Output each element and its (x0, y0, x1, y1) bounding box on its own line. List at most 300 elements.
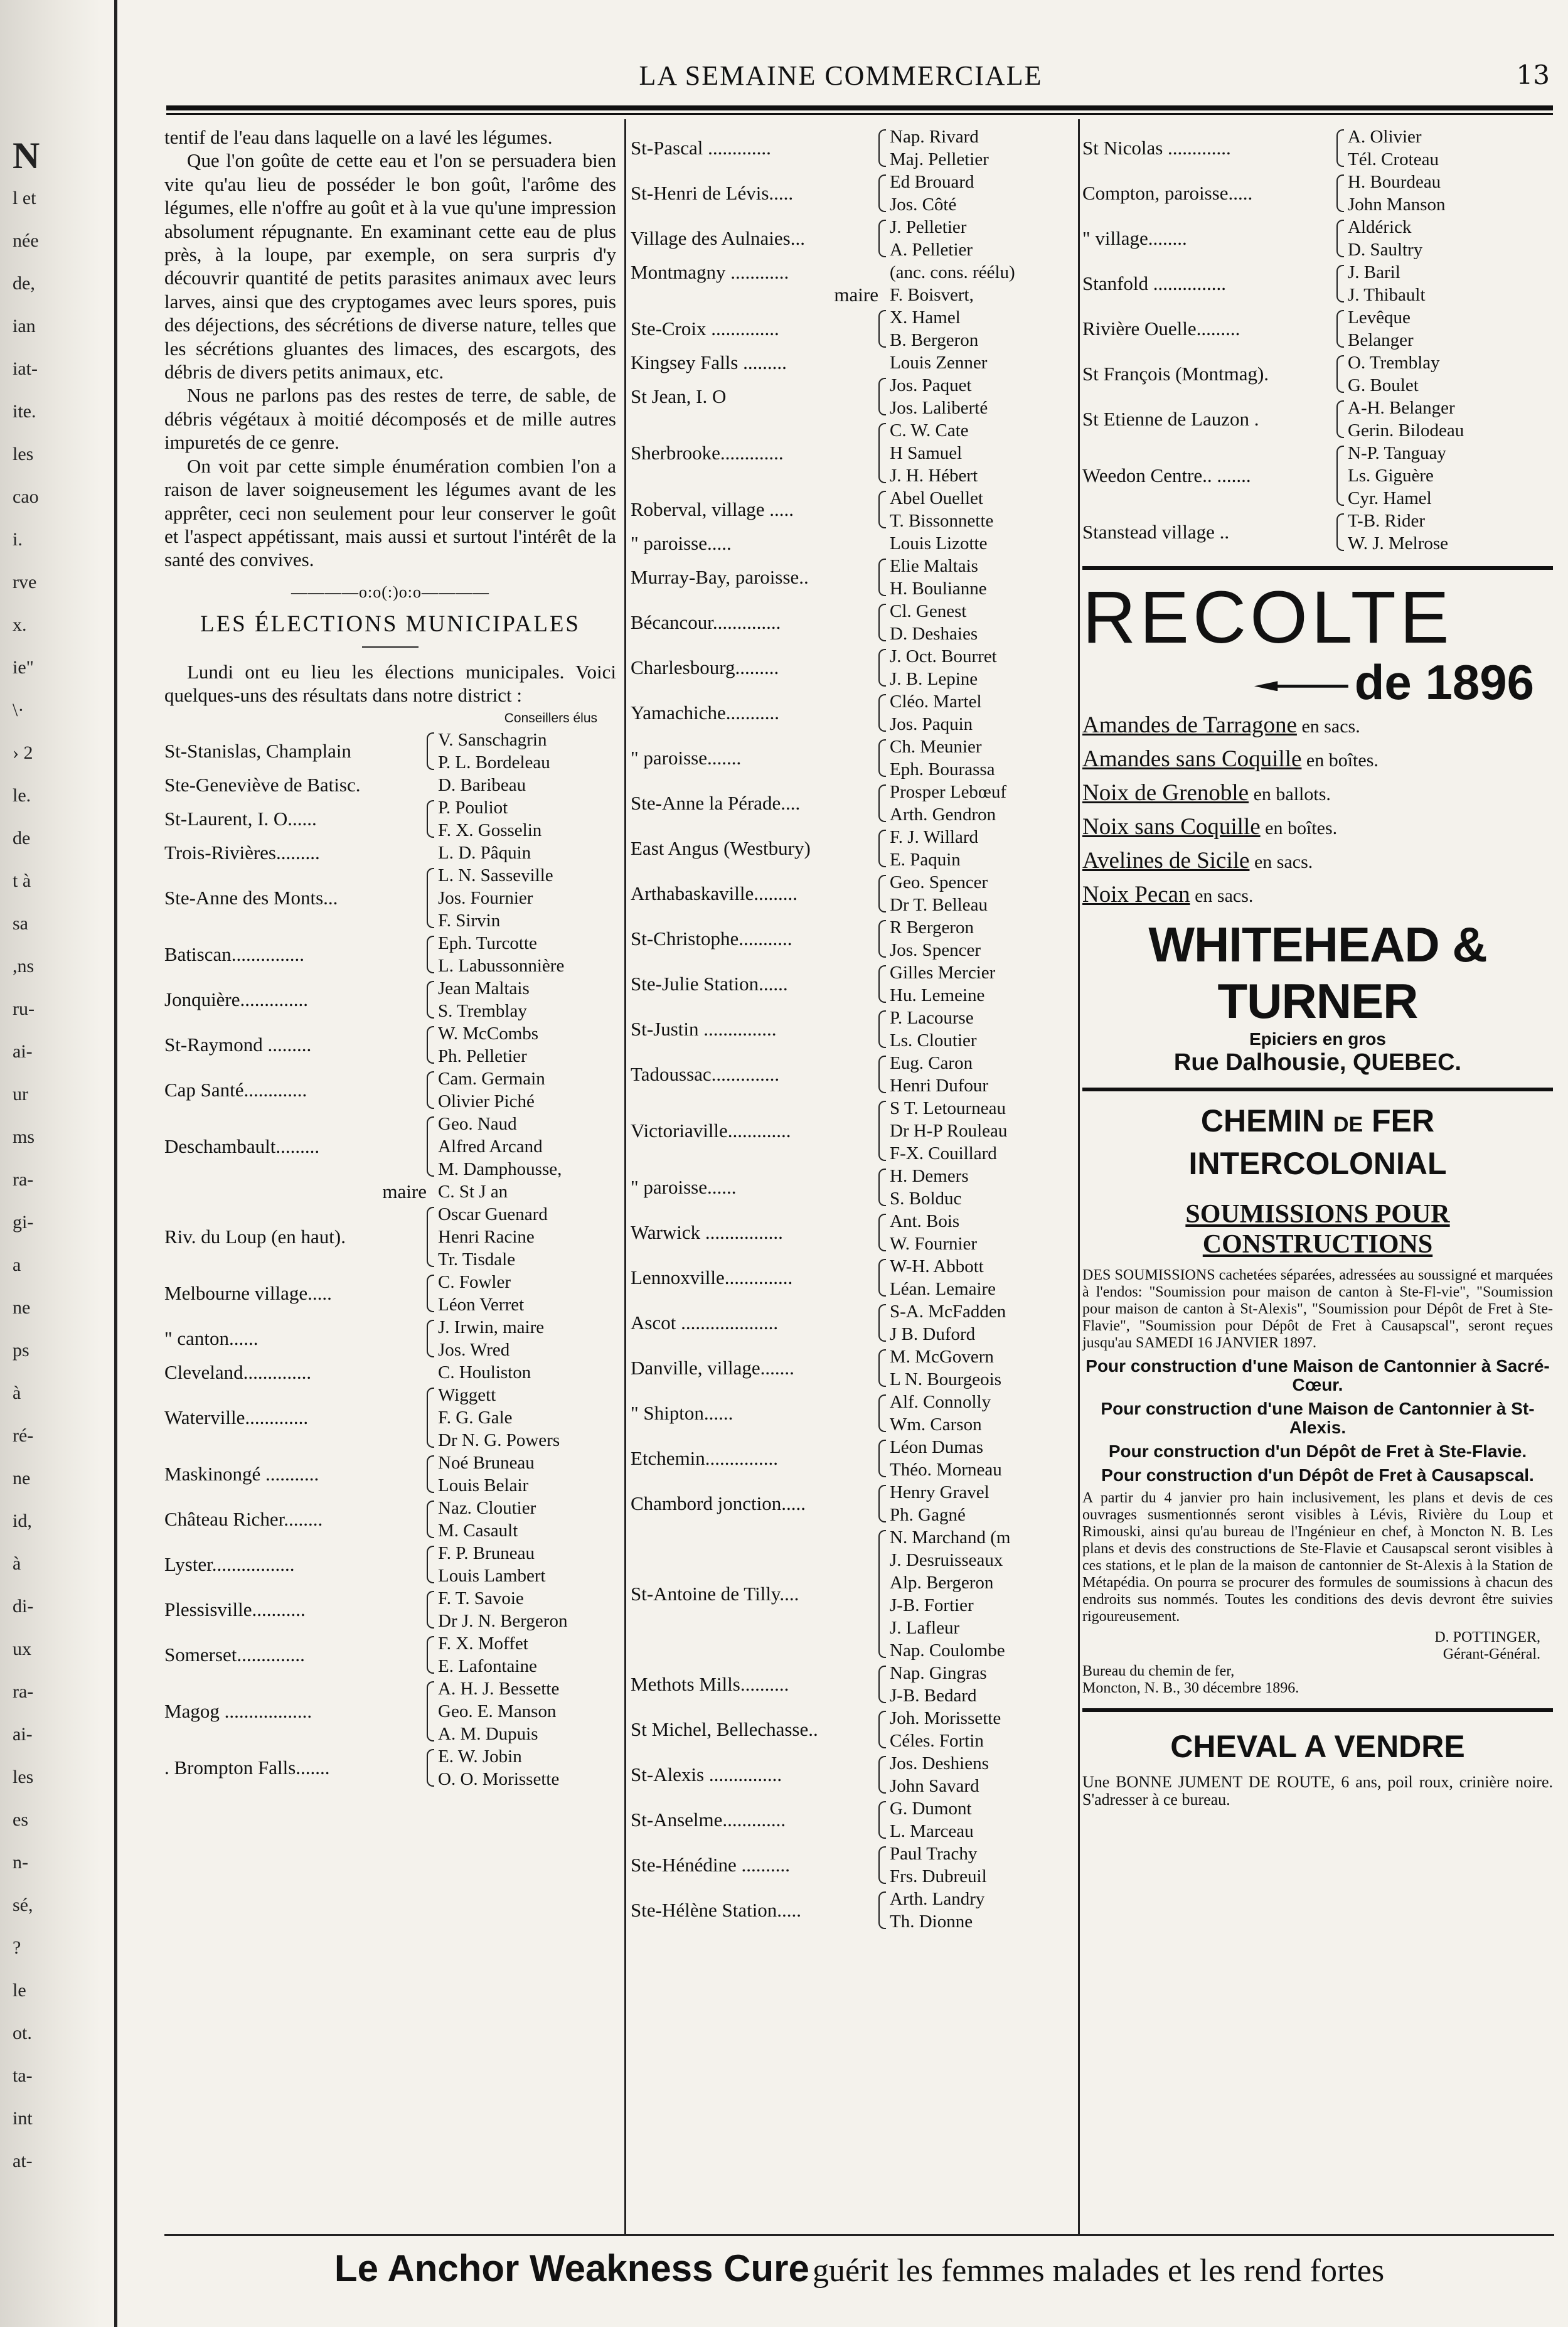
gutter-text-fragment: le (13, 1980, 26, 2001)
councillor-name: Tr. Tisdale (438, 1249, 516, 1270)
elected-names (878, 690, 982, 736)
place-name: Cleveland.............. (164, 1361, 312, 1383)
gutter-text-fragment: ? (13, 1937, 21, 1958)
brace-icon (878, 1756, 886, 1794)
result-row (631, 555, 1082, 600)
councillor-name: Jos. Wred (438, 1339, 510, 1360)
brace-icon (1336, 400, 1344, 438)
place-name: St-Laurent, I. O...... (164, 807, 317, 830)
brace-icon (427, 1501, 434, 1538)
councillor-name: P. Lacourse (890, 1008, 974, 1028)
place-name: Waterville............. (164, 1406, 309, 1428)
councillor-name: Léon Verret (438, 1294, 525, 1315)
brace-icon (878, 1394, 886, 1432)
councillor-name: Oscar Guenard (438, 1204, 548, 1224)
councillor-name: A. Olivier (1348, 127, 1422, 147)
elected-names (427, 864, 553, 932)
councillor-name: Geo. Naud (438, 1113, 517, 1134)
elected-names (1336, 442, 1446, 510)
councillor-name: H Samuel (890, 443, 963, 463)
elected-names (878, 871, 988, 916)
councillor-name: F. G. Gale (438, 1407, 513, 1428)
result-row (631, 351, 1082, 374)
gutter-text-fragment: ite. (13, 401, 36, 422)
elected-names (427, 1113, 562, 1180)
result-row (164, 1067, 616, 1113)
brace-icon (1336, 129, 1344, 167)
councillor-name: G. Boulet (1348, 375, 1419, 395)
councillor-name: W. McCombs (438, 1023, 539, 1044)
result-row (631, 216, 1082, 261)
brace-icon (427, 1636, 434, 1674)
railway-notice: DES SOUMISSIONS cachetées séparées, adressées au soussigné et marquées à l'endos: "Soumission pour maison de canton à Ste-Fl-vie", "Soumission pour maison de canton à St-Alexis", "Soumission pour Dépôt de Fret à Ste-Flavie", "Soumission pour Dépôt de Fret à Causapscal", seront reçues jusqu'au SAMEDI 16 JANVIER 1897. (1082, 1267, 1553, 1351)
result-row (631, 1165, 1082, 1210)
result-row (1082, 216, 1553, 261)
place-name: Murray-Bay, paroisse.. (631, 566, 809, 588)
brace-icon (878, 1530, 886, 1658)
result-row (164, 1452, 616, 1497)
result-row (631, 419, 1082, 487)
councillor-name: L. Marceau (890, 1821, 974, 1841)
place-name: " village........ (1082, 227, 1187, 249)
result-row (631, 871, 1082, 916)
place-name: maire (382, 1180, 427, 1202)
result-row (631, 916, 1082, 961)
signer-name: D. POTTINGER, (1434, 1629, 1540, 1645)
result-row (631, 1888, 1082, 1933)
brace-icon (878, 174, 886, 212)
elected-names (427, 1022, 538, 1067)
product-name: Noix sans Coquille (1082, 814, 1261, 840)
brace-icon (878, 1169, 886, 1206)
place-name: St Nicolas ............. (1082, 137, 1231, 159)
result-row (631, 487, 1082, 532)
result-row (631, 532, 1082, 555)
councillor-name: F. X. Moffet (438, 1633, 528, 1654)
brace-icon (878, 920, 886, 958)
brace-icon (878, 1349, 886, 1387)
brace-icon (1336, 355, 1344, 393)
councillor-name: Henri Racine (438, 1226, 535, 1247)
councillor-name: Ant. Bois (890, 1211, 960, 1231)
footer-ad (164, 2247, 1554, 2290)
gutter-text-fragment: ne (13, 1297, 31, 1318)
result-row (631, 600, 1082, 645)
product-packaging: en boîtes. (1260, 818, 1338, 838)
elected-names (878, 1526, 1010, 1662)
gutter-text-fragment: n- (13, 1852, 28, 1873)
result-row (631, 1345, 1082, 1391)
councillor-name: L N. Bourgeois (890, 1369, 1002, 1389)
result-row (164, 1587, 616, 1632)
brace-icon (878, 220, 886, 257)
place-name: St-Justin ............... (631, 1018, 777, 1040)
councillor-name: S. Tremblay (438, 1000, 527, 1021)
brace-icon (427, 1546, 434, 1583)
result-row (631, 1391, 1082, 1436)
brace-icon (427, 936, 434, 973)
councillor-name: S. Bolduc (890, 1189, 962, 1209)
councillor-name: Cl. Genest (890, 601, 967, 621)
gutter-text-fragment: x. (13, 614, 27, 635)
councillor-name: A. H. J. Bessette (438, 1678, 560, 1699)
councillor-name: Léon Dumas (890, 1437, 983, 1457)
brace-icon (878, 784, 886, 822)
brace-icon (878, 604, 886, 641)
result-row (164, 1542, 616, 1587)
place-name: Riv. du Loup (en haut). (164, 1225, 346, 1248)
elected-names (878, 1210, 977, 1255)
gutter-text-fragment: ps (13, 1340, 29, 1361)
brace-icon (427, 732, 434, 770)
place-name: Charlesbourg......... (631, 656, 779, 678)
councillor-name: J. B. Lepine (890, 669, 978, 689)
councillor-name: Ch. Meunier (890, 737, 982, 757)
place-name: St-Antoine de Tilly.... (631, 1583, 799, 1605)
elected-names (878, 1345, 1001, 1391)
gutter-text-fragment: N (13, 135, 40, 176)
intro-paragraph: Lundi ont eu lieu les élections municipales. Voici quelques-uns des résultats dans notre district : (164, 660, 616, 707)
councillor-name: Abel Ouellet (890, 488, 983, 508)
column-3 (1082, 126, 1553, 1809)
councillor-name: E. Lafontaine (438, 1656, 537, 1676)
councillor-name: Louis Zenner (890, 353, 988, 373)
elected-names (1336, 397, 1464, 442)
result-row (631, 1707, 1082, 1752)
councillor-name: Henri Dufour (890, 1076, 989, 1096)
result-row (1082, 442, 1553, 510)
councillor-name: J-B. Bedard (890, 1686, 977, 1706)
elected-names (878, 284, 974, 306)
place-name: Ste-Julie Station...... (631, 973, 788, 995)
brace-icon (427, 1455, 434, 1493)
result-row (631, 1007, 1082, 1052)
councillor-name: Jos. Paquet (890, 375, 972, 395)
councillor-name: John Manson (1348, 195, 1446, 215)
brace-icon (427, 1026, 434, 1064)
councillor-name: J-B. Fortier (890, 1595, 974, 1615)
elected-names (878, 1481, 989, 1526)
result-row (631, 645, 1082, 690)
councillor-name: Elie Maltais (890, 556, 978, 576)
elected-names (427, 1316, 544, 1361)
councillor-name: Wm. Carson (890, 1415, 982, 1435)
councillor-name: Noé Bruneau (438, 1452, 535, 1473)
brace-icon (878, 1891, 886, 1929)
councillor-name: F. Sirvin (438, 910, 501, 931)
elected-names (878, 1007, 977, 1052)
brace-icon (1336, 265, 1344, 302)
gutter-text-fragment: le. (13, 785, 31, 806)
result-row (631, 306, 1082, 351)
place-name: Batiscan............... (164, 943, 304, 965)
place-name: St François (Montmag). (1082, 363, 1269, 385)
councillor-name: C. Fowler (438, 1271, 511, 1292)
railway-item: Pour construction d'une Maison de Cantonnier à St-Alexis. (1101, 1399, 1535, 1437)
elected-names (878, 1888, 984, 1933)
elected-names (878, 1300, 1006, 1345)
gutter-text-fragment: ur (13, 1084, 28, 1105)
place-name: Compton, paroisse..... (1082, 182, 1253, 204)
councillor-name: J. Oct. Bourret (890, 646, 997, 666)
brace-icon (1336, 220, 1344, 257)
elected-names (878, 555, 987, 600)
councillor-name: A. Pelletier (890, 240, 973, 260)
gutter-text-fragment: rve (13, 572, 37, 592)
gutter-text-fragment: › 2 (13, 742, 33, 763)
elected-names (878, 736, 995, 781)
elected-names (427, 1587, 567, 1632)
product-line (1082, 845, 1553, 879)
brace-icon (427, 868, 434, 928)
result-row (631, 374, 1082, 419)
brace-icon (878, 739, 886, 777)
councillor-name: Léan. Lemaire (890, 1279, 996, 1299)
place-name: St-Christophe........... (631, 928, 792, 950)
elected-names (1336, 306, 1414, 351)
councillor-name: D. Saultry (1348, 240, 1423, 260)
place-name: Château Richer........ (164, 1507, 323, 1530)
elected-names (427, 1384, 560, 1452)
elected-names (878, 126, 989, 171)
elected-names (878, 306, 978, 351)
gutter-text-fragment: à (13, 1553, 21, 1574)
place-name: Trois-Rivières......... (164, 841, 320, 864)
councillor-name: J. Desruisseaux (890, 1550, 1003, 1570)
elected-names (427, 1271, 524, 1316)
product-line (1082, 811, 1553, 845)
elected-names (427, 729, 550, 774)
column-rule-1 (624, 119, 626, 2234)
councillor-name: Jos. Côté (890, 195, 957, 215)
place-name: " Shipton...... (631, 1402, 733, 1424)
product-list (1082, 709, 1553, 912)
result-row (164, 1361, 616, 1384)
councillor-name: T-B. Rider (1348, 511, 1425, 531)
councillor-name: Théo. Morneau (890, 1460, 1002, 1480)
gutter-text-fragment: at- (13, 2151, 33, 2171)
footer-tagline: guérit les femmes malades et les rend fortes (812, 2253, 1385, 2289)
result-row (164, 1316, 616, 1361)
councillor-name: Eug. Caron (890, 1053, 973, 1073)
councillor-name: Belanger (1348, 330, 1414, 350)
elected-names (878, 781, 1006, 826)
elected-names (878, 1662, 987, 1707)
councillor-name: C. W. Cate (890, 420, 969, 441)
councillor-name: S-A. McFadden (890, 1302, 1006, 1322)
councillor-name: F. J. Willard (890, 827, 978, 847)
result-row (631, 1752, 1082, 1797)
gutter-text-fragment: l et (13, 188, 36, 208)
councillor-name: V. Sanschagrin (438, 729, 547, 750)
place-name: Etchemin............... (631, 1447, 779, 1469)
gutter-text-fragment: ru- (13, 998, 35, 1019)
result-row (631, 1097, 1082, 1165)
councillor-name: Dr J. N. Bergeron (438, 1610, 568, 1631)
railway-item: Pour construction d'une Maison de Cantonnier à Sacré-Cœur. (1085, 1356, 1550, 1394)
brace-icon (878, 1801, 886, 1839)
result-row (1082, 261, 1553, 306)
place-name: St-Raymond ......... (164, 1033, 312, 1056)
page-number: 13 (1516, 60, 1550, 90)
place-name: Arthabaskaville......... (631, 882, 798, 904)
brace-icon (878, 1259, 886, 1297)
councillor-name: Hu. Lemeine (890, 985, 985, 1005)
result-row (631, 1255, 1082, 1300)
footer-rule (164, 2234, 1554, 2236)
councillor-name: Th. Dionne (890, 1912, 973, 1932)
result-row (631, 126, 1082, 171)
brace-icon (878, 1101, 886, 1161)
place-name: St-Anselme............. (631, 1809, 786, 1831)
brace-icon (878, 875, 886, 912)
place-name: Somerset.............. (164, 1643, 305, 1666)
councillor-name: Jean Maltais (438, 978, 530, 998)
result-row (164, 1180, 616, 1203)
result-row (631, 826, 1082, 871)
gutter-text-fragment: cao (13, 486, 39, 507)
page-title: LA SEMAINE COMMERCIALE (639, 60, 1043, 91)
gutter-text-fragment: ie" (13, 657, 34, 678)
councillor-name: Louis Belair (438, 1475, 529, 1495)
brace-icon (878, 1010, 886, 1048)
councillor-name: (anc. cons. réélu) (890, 262, 1015, 282)
result-row (631, 736, 1082, 781)
gutter-text-fragment: i. (13, 529, 23, 550)
product-line (1082, 709, 1553, 743)
result-row (631, 1481, 1082, 1526)
councillor-name: M. McGovern (890, 1347, 994, 1367)
result-row (164, 1203, 616, 1271)
product-line (1082, 743, 1553, 777)
place-name: St Jean, I. O (631, 385, 727, 407)
gutter-text-fragment: de (13, 828, 31, 848)
brace-icon (1336, 174, 1344, 212)
councillor-name: Dr H-P Rouleau (890, 1121, 1008, 1141)
article-paragraph: tentif de l'eau dans laquelle on a lavé les légumes. (164, 126, 553, 148)
signer-title: Gérant-Général. (1443, 1646, 1540, 1662)
elected-names (878, 645, 997, 690)
railway-item: Pour construction d'un Dépôt de Fret à Causapscal. (1101, 1465, 1534, 1485)
councillor-name: D. Deshaies (890, 624, 978, 644)
ad-rule (1082, 566, 1553, 570)
product-packaging: en boîtes. (1301, 750, 1379, 771)
brace-icon (878, 1846, 886, 1884)
councillor-name: H. Boulianne (890, 579, 987, 599)
place-name: Montmagny ............ (631, 261, 789, 283)
result-row (164, 842, 616, 864)
elected-names (427, 1745, 559, 1790)
elected-names (878, 1752, 989, 1797)
brace-icon (1336, 310, 1344, 348)
result-row (164, 774, 616, 796)
councillor-name: E. Paquin (890, 850, 961, 870)
councillor-name: S T. Letourneau (890, 1098, 1006, 1118)
gutter-text-fragment: à (13, 1383, 21, 1403)
page-header (125, 60, 1556, 104)
brace-icon (1336, 446, 1344, 506)
gutter-text-fragment: ian (13, 316, 36, 336)
elected-names (878, 1097, 1007, 1165)
place-name: Tadoussac.............. (631, 1063, 780, 1085)
councillor-name: John Savard (890, 1776, 979, 1796)
result-row (164, 796, 616, 842)
gutter-text-fragment: t à (13, 870, 31, 891)
product-name: Noix Pecan (1082, 882, 1190, 907)
place-name: Methots Mills.......... (631, 1673, 789, 1695)
councillor-name: L. D. Pâquin (438, 842, 531, 863)
result-row (164, 864, 616, 932)
place-name: Ascot .................... (631, 1312, 779, 1334)
section-divider: ————o:o(:)o:o———— (291, 582, 489, 601)
brace-icon (878, 1711, 886, 1748)
elected-names (427, 932, 564, 977)
result-row (164, 1384, 616, 1452)
product-name: Noix de Grenoble (1082, 780, 1249, 806)
place-name: St-Alexis ............... (631, 1763, 782, 1785)
place-name: Jonquière.............. (164, 988, 309, 1010)
councillor-name: F. X. Gosselin (438, 820, 542, 840)
place-name: " paroisse...... (631, 1176, 737, 1198)
place-name: Village des Aulnaies... (631, 227, 805, 249)
gutter-text-fragment: es (13, 1809, 28, 1830)
councillor-name: Joh. Morissette (890, 1708, 1001, 1728)
place-name: Maskinongé ........... (164, 1462, 319, 1485)
railway-signature (1082, 1629, 1553, 1697)
place-name: Warwick ................ (631, 1221, 783, 1243)
elected-names (878, 532, 987, 555)
gutter-text-fragment: id, (13, 1511, 32, 1531)
brace-icon (878, 965, 886, 1003)
gutter-text-fragment: ai- (13, 1041, 33, 1062)
result-row (1082, 126, 1553, 171)
councillor-name: H. Demers (890, 1166, 969, 1186)
elected-names (427, 1677, 559, 1745)
elected-names (878, 351, 987, 374)
result-row (164, 1677, 616, 1745)
result-row (1082, 171, 1553, 216)
result-row (164, 1022, 616, 1067)
place-name: Bécancour.............. (631, 611, 781, 633)
councillor-name: C. Houliston (438, 1362, 531, 1383)
councillor-name: Jos. Fournier (438, 887, 533, 908)
councillor-name: O. O. Morissette (438, 1768, 560, 1789)
councillor-name: Gerin. Bilodeau (1348, 420, 1464, 441)
place-name: Rivière Ouelle......... (1082, 318, 1240, 340)
results-list (164, 729, 616, 1790)
gutter-text-fragment: int (13, 2108, 33, 2129)
gutter-text-fragment: de, (13, 273, 35, 294)
horse-ad-text: Une BONNE JUMENT DE ROUTE, 6 ans, poil roux, crinière noire. S'adresser à ce bureau. (1082, 1773, 1553, 1809)
product-name: Amandes de Tarragone (1082, 712, 1297, 738)
councillor-name: Aldérick (1348, 217, 1412, 237)
elected-names (427, 1542, 546, 1587)
place-name: St-Henri de Lévis..... (631, 182, 794, 204)
place-name: Melbourne village..... (164, 1281, 332, 1304)
councillor-name: Ph. Pelletier (438, 1046, 527, 1066)
councillor-name: J. Irwin, maire (438, 1317, 545, 1337)
councillor-name: Nap. Coulombe (890, 1640, 1005, 1661)
councillor-name: F. T. Savoie (438, 1588, 524, 1608)
place-name: Deschambault......... (164, 1135, 320, 1157)
elected-names (878, 171, 974, 216)
gutter-text-fragment: ms (13, 1126, 35, 1147)
railway-ad-title: CHEMIN DE FER INTERCOLONIAL (1188, 1103, 1447, 1181)
gutter-text-fragment: sa (13, 913, 28, 934)
place-name: Lennoxville.............. (631, 1266, 793, 1288)
elected-names (427, 842, 531, 864)
result-row (164, 977, 616, 1022)
